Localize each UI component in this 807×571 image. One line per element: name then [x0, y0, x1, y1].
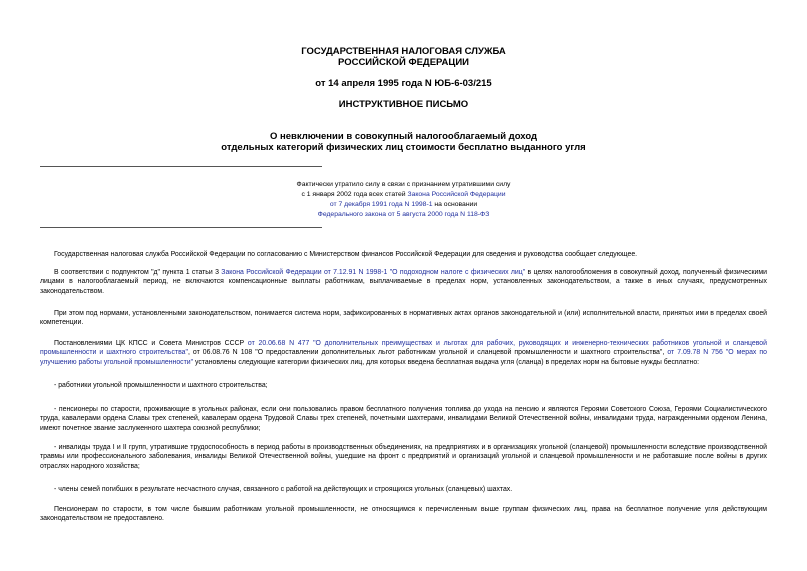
document-type: ИНСТРУКТИВНОЕ ПИСЬМО: [338, 99, 469, 110]
paragraph-intro: [40, 250, 767, 259]
divider-top: [40, 166, 322, 167]
paragraph-conclusion-text: Пенсионерам по старости, в том числе бывшим работникам угольной промышленности, не относящимся к перечисленным выше группам физических лиц, права на бесплатное получение угля действующим законодательством не предоставлено.: [40, 506, 767, 523]
list-item-coal-workers: [40, 381, 767, 390]
list-item-pensioners: [40, 405, 767, 433]
paragraph-legal-basis-rest: в целях налогообложения в совокупный доход, полученный физическими лицами в налогооблагаемый период, не включаются компенсационные выплаты работникам, выплачиваемые в пределах норм, установленных законодательством, а также в иных случаях, предусмотренных законодательством.: [40, 269, 767, 295]
divider-bottom: [40, 227, 322, 228]
paragraph-norms-text: При этом под нормами, установленными законодательством, понимается система норм, зафиксированных в нормативных актах органов законодательной и (или) исполнительной власти, принятых ими в пределах своей компетенции.: [40, 310, 767, 327]
paragraph-resolutions: [40, 339, 767, 367]
paragraph-intro-text: Государственная налоговая служба Российской Федерации по согласованию с Министерством финансов Российской Федерации для сведения и руководства сообщает следующее.: [54, 251, 638, 258]
notice-federal-law-link[interactable]: Федерального закона от 5 августа 2000 года N 118-ФЗ: [317, 211, 490, 218]
agency-name-line2: РОССИЙСКОЙ ФЕДЕРАЦИИ: [337, 57, 469, 68]
resolution-477-link[interactable]: от 20.06.68 N 477 "О дополнительных преимуществах и льготах для рабочих, руководящих и инженерно-технических работников угольной и сланцевой промышленности и шахтного строительства": [40, 340, 767, 357]
paragraph-norms: [40, 309, 767, 328]
paragraph-legal-basis: [40, 268, 767, 296]
list-item-disabled-text: - инвалиды труда I и II групп, утратившие трудоспособность в период работы в производственных объединениях, на предприятиях и в организациях угольной (сланцевой) промышленности вследствие производственной травмы или профессионального заболевания, инвалиды Великой Отечественной войны, ушедшие на фронт с предприятий и организаций угольной и сланцевой промышленности и не работавшие после войны в других отраслях народного хозяйства;: [40, 444, 767, 470]
notice-line3: [0, 200, 807, 209]
notice-line2: [0, 190, 807, 199]
list-item-coal-workers-text: - работники угольной промышленности и шахтного строительства;: [54, 382, 268, 389]
law-1998-1-link[interactable]: Закона Российской Федерации от 7.12.91 N 1998-1 "О подоходном налоге с физических лиц": [221, 269, 526, 276]
resolution-756-link[interactable]: от 7.09.78 N 756 "О мерах по улучшению работы угольной промышленности": [40, 349, 767, 366]
notice-line1: Фактически утратило силу в связи с признанием утратившими силу: [296, 181, 511, 188]
document-date-number: от 14 апреля 1995 года N ЮБ-6-03/215: [315, 78, 492, 89]
list-item-families-text: - члены семей погибших в результате несчастного случая, связанного с работой на действующих и строящихся угольных (сланцевых) шахтах.: [54, 486, 513, 493]
list-item-pensioners-text: - пенсионеры по старости, проживающие в угольных районах, если они пользовались правом бесплатного получения топлива до ухода на пенсию и являются Героями Советского Союза, Героями Социалистического труда, кавалерами ордена Славы трех степеней, кавалерам ордена Трудовой Славы трех степеней, почетными шахтерами, инвалидами Великой Отечественной войны, инвалидами труда, награжденными орденом Ленина, имеют почетное звание заслуженного шахтера союзной республики;: [40, 406, 767, 432]
notice-line3-text: на основании: [432, 201, 478, 208]
notice-law-link[interactable]: Закона Российской Федерации: [407, 191, 506, 198]
paragraph-legal-basis-text: В соответствии с подпунктом "д" пункта 1 статьи 3: [54, 269, 222, 276]
notice-line4: [0, 210, 807, 219]
document-title-line1: О невключении в совокупный налогооблагаемый доход: [269, 131, 538, 142]
agency-name-line1: ГОСУДАРСТВЕННАЯ НАЛОГОВАЯ СЛУЖБА: [301, 46, 506, 57]
notice-line2-text: с 1 января 2002 года всех статей: [301, 191, 408, 198]
list-item-families: [40, 485, 767, 494]
paragraph-resolutions-middle: , от 06.08.76 N 108 "О предоставлении дополнительных льгот работникам угольной и сланцевой промышленности и шахтного строительства",: [187, 349, 668, 357]
list-item-disabled: [40, 443, 767, 471]
paragraph-conclusion: [40, 505, 767, 524]
paragraph-resolutions-rest: установлены следующие категории физических лиц, для которых введена бесплатная выдача угля (сланца) в пределах норм на бытовые нужды бесплатно:: [193, 358, 700, 366]
notice-law-date-link[interactable]: от 7 декабря 1991 года N 1998-1: [329, 201, 433, 208]
document-title-line2: отдельных категорий физических лиц стоимости бесплатно выданного угля: [221, 142, 586, 153]
paragraph-resolutions-text: Постановлениями ЦК КПСС и Совета Министров СССР: [54, 340, 248, 347]
